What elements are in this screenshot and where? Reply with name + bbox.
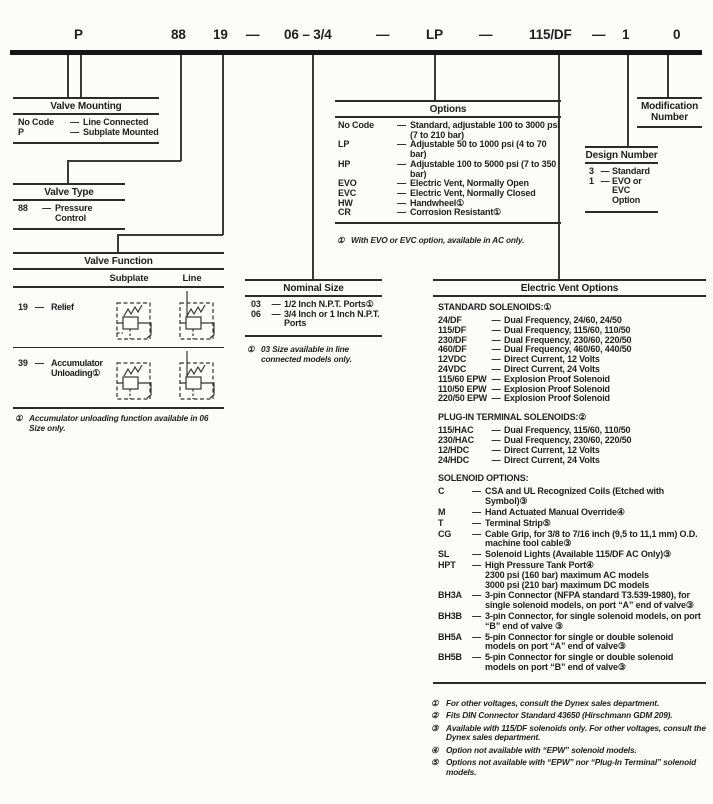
code-segment-solenoid: 115/DF [529, 27, 572, 42]
code-separator: — [246, 27, 260, 42]
row-code: No Code [18, 117, 54, 127]
code-row [13, 288, 224, 347]
row-desc: Explosion Proof Solenoid [504, 383, 610, 394]
row-desc: Handwheel① [410, 197, 465, 208]
connector-line [117, 234, 119, 252]
code-segment-modification: 0 [673, 27, 681, 42]
code-separator: — [376, 27, 390, 42]
row-desc: Solenoid Lights (Available 115/DF AC Only)③ [485, 549, 671, 560]
code-segment-lp: LP [426, 27, 443, 42]
footnote [335, 236, 561, 246]
code-row [438, 530, 706, 550]
row-desc: 5-pin Connector for single or double solenoid models on port “A” end of valve③ [485, 631, 674, 652]
footnote-mark: ③ [431, 722, 439, 733]
code-segment-88: 88 [171, 27, 186, 42]
row-desc: 3-pin Connector, for single solenoid models, on port “B” end of valve ③ [485, 610, 701, 631]
code-row [438, 519, 706, 529]
row-desc: Explosion Proof Solenoid [504, 373, 610, 384]
row-dash: — [397, 207, 406, 218]
row-dash: — [491, 373, 501, 384]
row-desc: Relief [51, 302, 74, 312]
code-row [438, 633, 706, 653]
row-dash: — [491, 383, 501, 394]
row-code: 24/HDC [438, 454, 470, 465]
row-code: 115/60 EPW [438, 373, 487, 384]
row-desc: Direct Current, 24 Volts [504, 454, 600, 465]
row-dash: — [491, 334, 501, 345]
footnote-text: Accumulator unloading function available in 06 Size only. [29, 413, 209, 433]
code-row [589, 177, 658, 206]
box-title: Nominal Size [245, 279, 382, 297]
code-segment-size: 06 – 3/4 [284, 27, 332, 42]
code-segment-p: P [74, 27, 83, 42]
row-desc: Hand Actuated Manual Override④ [485, 506, 625, 517]
code-row [438, 394, 706, 404]
row-code: 03 [251, 299, 261, 309]
row-desc: CSA and UL Recognized Coils (Etched with Symbol)③ [485, 486, 665, 507]
row-desc: Line Connected [83, 117, 149, 127]
connector-line [627, 55, 629, 146]
row-code: 24/DF [438, 315, 462, 325]
footnote-mark: ① [431, 698, 439, 708]
footnote-text: 03 Size available in line connected models only. [261, 344, 352, 364]
code-segment-design: 1 [622, 27, 630, 42]
column-headers [13, 270, 224, 288]
connector-line [180, 55, 182, 161]
row-desc: 1/2 Inch N.P.T. Ports① [284, 299, 374, 309]
connector-line [222, 55, 224, 235]
connector-line [67, 160, 69, 183]
row-code: 88 [18, 203, 28, 213]
row-code: HW [338, 197, 353, 208]
footnote [430, 711, 706, 721]
box-title: Valve Function [13, 252, 224, 270]
footnote [13, 414, 224, 433]
row-desc: Dual Frequency, 230/60, 220/50 [504, 434, 632, 445]
row-desc: Direct Current, 12 Volts [504, 354, 600, 365]
row-code: 24VDC [438, 363, 467, 374]
footnote-mark: ① [247, 344, 255, 355]
row-code: LP [338, 139, 350, 150]
row-dash: — [472, 559, 481, 570]
row-desc: Adjustable 50 to 1000 psi (4 to 70 bar) [410, 139, 547, 160]
row-desc: Direct Current, 12 Volts [504, 444, 600, 455]
footnote-mark: ⑤ [431, 756, 439, 767]
connector-line [434, 55, 436, 100]
code-row [18, 128, 159, 138]
row-code: M [438, 506, 446, 517]
box-title: Options [335, 100, 561, 118]
footnote [430, 724, 706, 744]
footnote [245, 345, 382, 364]
code-row [438, 456, 706, 466]
modification-number-box [637, 97, 702, 128]
row-desc: Dual Frequency, 24/60, 24/50 [504, 315, 622, 325]
footnote-mark: ① [337, 235, 345, 246]
code-row [438, 612, 706, 632]
row-dash: — [600, 166, 610, 176]
row-dash: — [397, 139, 406, 150]
row-code: 110/50 EPW [438, 383, 487, 394]
row-code: T [438, 517, 444, 528]
row-dash: — [472, 652, 481, 663]
code-row [438, 487, 706, 507]
row-code: 115/HAC [438, 425, 474, 436]
footnote-mark: ② [431, 710, 439, 721]
row-dash: — [472, 486, 481, 497]
row-desc: Subplate Mounted [83, 126, 159, 137]
code-row [18, 204, 125, 223]
row-desc: Terminal Strip⑤ [485, 517, 551, 528]
row-desc [485, 561, 706, 590]
column-subplate: Subplate [109, 273, 149, 284]
row-code: SL [438, 549, 450, 560]
row-code: 12VDC [438, 354, 467, 365]
row-desc: Dual Frequency, 115/60, 110/50 [504, 324, 631, 335]
row-desc: 5-pin Connector for single or double solenoid models on port “B” end of valve③ [485, 652, 674, 672]
row-dash: — [491, 344, 501, 355]
row-dash: — [70, 117, 79, 127]
code-row [338, 160, 561, 179]
row-desc: Cable Grip, for 3/8 to 7/16 inch (9,5 to 11,1 mm) O.D. machine tool cable③ [485, 528, 698, 549]
row-dash: — [472, 528, 481, 539]
footnote-text: Fits DIN Connector Standard 43650 (Hirschmann GDM 209). [446, 710, 673, 721]
footnote [430, 758, 706, 778]
row-desc: EVO or EVC Option [612, 175, 642, 206]
row-code: 19 [18, 302, 28, 312]
footnote [430, 699, 706, 709]
footnote-text: Option not available with “EPW” solenoid models. [446, 744, 637, 755]
row-code: HPT [438, 559, 456, 570]
row-dash: — [491, 363, 501, 374]
row-dash: — [491, 354, 501, 365]
row-code: 06 [251, 308, 261, 319]
code-row [438, 653, 706, 673]
connector-line [80, 55, 82, 97]
row-desc: 3-pin Connector (NFPA standard T3.539-1980), for single solenoid models, on port “A” end of valve③ [485, 590, 694, 611]
box-title: Modification Number [637, 97, 702, 128]
row-desc: Dual Frequency, 115/60, 110/50 [504, 425, 631, 436]
row-dash: — [472, 549, 481, 560]
code-row [438, 550, 706, 560]
row-desc: Direct Current, 24 Volts [504, 363, 600, 374]
row-code: HP [338, 158, 351, 169]
row-desc-line: High Pressure Tank Port④ [485, 559, 594, 570]
box-title: Design Number [585, 146, 658, 164]
row-desc: 3/4 Inch or 1 Inch N.P.T. Ports [284, 308, 380, 329]
row-desc: Electric Vent, Normally Closed [410, 187, 536, 198]
code-row [338, 121, 561, 140]
code-row [13, 347, 224, 407]
row-dash: — [397, 178, 406, 189]
code-separator: — [592, 27, 606, 42]
relief-valve-symbol-subplate [104, 291, 164, 345]
row-dash: — [491, 444, 501, 455]
relief-valve-symbol-line [167, 351, 227, 405]
section-heading: PLUG-IN TERMINAL SOLENOIDS:② [438, 412, 587, 423]
row-dash: — [472, 631, 481, 642]
nominal-size-box [245, 279, 382, 364]
row-code: No Code [338, 120, 374, 130]
design-number-box [585, 146, 658, 213]
relief-valve-symbol-subplate [104, 351, 164, 405]
row-code: BH3B [438, 610, 462, 621]
row-dash: — [491, 324, 501, 335]
connector-line [67, 160, 181, 162]
row-dash: — [472, 517, 481, 528]
code-row [438, 561, 706, 590]
code-segment-19: 19 [213, 27, 228, 42]
electric-vent-options-box [433, 279, 706, 684]
valve-type-box [13, 183, 125, 230]
row-dash: — [397, 187, 406, 198]
row-code: BH3A [438, 590, 462, 601]
valve-function-box [13, 252, 224, 433]
footnote-text: With EVO or EVC option, available in AC only. [351, 235, 525, 246]
connector-line [312, 55, 314, 279]
row-code: BH5B [438, 652, 462, 663]
row-dash: — [472, 506, 481, 517]
connector-line [117, 234, 223, 236]
row-dash: — [35, 302, 44, 312]
row-dash: — [397, 197, 406, 208]
row-code: BH5A [438, 631, 462, 642]
row-code: 39 [18, 358, 28, 368]
row-dash: — [491, 434, 501, 445]
footnote-mark: ① [15, 413, 23, 423]
row-desc: Dual Frequency, 230/60, 220/50 [504, 334, 632, 345]
row-desc: Dual Frequency, 460/60, 440/50 [504, 344, 632, 355]
row-dash: — [472, 610, 481, 621]
row-dash: — [70, 126, 79, 137]
footnote-text: Options not available with “EPW” nor “Plug-In Terminal” solenoid models. [446, 756, 697, 777]
footnote-mark: ④ [431, 744, 439, 755]
row-code: 12/HDC [438, 444, 470, 455]
row-code: CR [338, 207, 351, 218]
row-dash: — [491, 425, 501, 436]
row-desc: Standard, adjustable 100 to 3000 psi (7 to 210 bar) [410, 120, 560, 140]
row-code: 1 [589, 175, 594, 186]
row-code: EVO [338, 178, 357, 189]
row-dash: — [491, 393, 501, 404]
code-row [438, 508, 706, 518]
row-desc: Standard [612, 166, 650, 176]
code-row [251, 310, 382, 329]
row-desc: Explosion Proof Solenoid [504, 393, 610, 404]
code-row [338, 208, 561, 218]
row-code: 220/50 EPW [438, 393, 488, 404]
row-dash: — [397, 120, 406, 130]
row-code: 3 [589, 166, 594, 176]
row-code: 115/DF [438, 324, 467, 335]
row-code: CG [438, 528, 452, 539]
connector-line [667, 55, 669, 97]
row-dash: — [42, 203, 51, 213]
row-code: P [18, 126, 24, 137]
row-dash: — [491, 454, 501, 465]
box-title: Electric Vent Options [433, 279, 706, 297]
column-line: Line [182, 273, 202, 284]
row-dash: — [491, 315, 501, 325]
section-heading: SOLENOID OPTIONS: [438, 473, 529, 484]
valve-mounting-box [13, 97, 159, 144]
row-desc: Corrosion Resistant① [410, 207, 502, 218]
relief-valve-symbol-line [167, 291, 227, 345]
row-dash: — [472, 590, 481, 601]
footnote-text: Available with 115/DF solenoids only. For other voltages, consult the Dynex sales department. [446, 722, 706, 743]
code-row [438, 591, 706, 611]
row-code: C [438, 486, 445, 497]
code-separator: — [479, 27, 493, 42]
row-code: 230/HAC [438, 434, 474, 445]
page-footnotes [430, 699, 706, 780]
options-box [335, 100, 561, 246]
box-title: Valve Mounting [13, 97, 159, 115]
row-desc-line: 2300 psi (160 bar) maximum AC models [485, 569, 649, 580]
row-desc-line: 3000 psi (210 bar) maximum DC models [485, 579, 650, 590]
row-code: 460/DF [438, 344, 467, 355]
row-desc: Accumulator Unloading① [51, 358, 103, 378]
row-desc: Adjustable 100 to 5000 psi (7 to 350 bar) [410, 158, 557, 179]
code-row [338, 140, 561, 159]
connector-line [67, 55, 69, 97]
row-desc: Electric Vent, Normally Open [410, 178, 529, 189]
row-dash: — [600, 175, 610, 186]
row-dash: — [271, 299, 281, 309]
code-bar [10, 50, 702, 55]
footnote [430, 746, 706, 756]
row-dash: — [35, 358, 44, 368]
row-dash: — [397, 158, 406, 169]
row-desc: Pressure Control [55, 203, 93, 223]
row-dash: — [271, 308, 281, 319]
section-heading: STANDARD SOLENOIDS:① [438, 302, 552, 312]
row-code: 230/DF [438, 334, 467, 345]
row-code: EVC [338, 187, 357, 198]
box-title: Valve Type [13, 183, 125, 201]
footnote-text: For other voltages, consult the Dynex sales department. [446, 698, 660, 708]
